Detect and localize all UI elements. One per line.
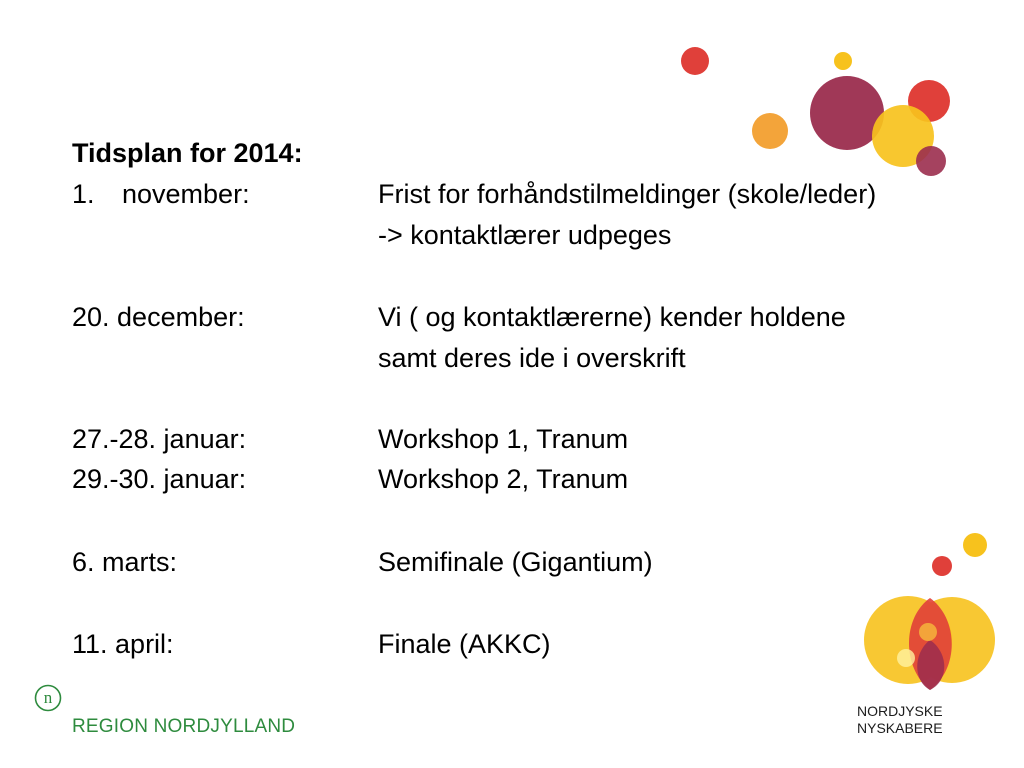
description-line: samt deres ide i overskrift [378,343,686,373]
description-line: -> kontaktlærer udpeges [378,220,672,250]
description-line: Workshop 2, Tranum [378,464,629,494]
schedule-title: Tidsplan for 2014: [72,138,303,168]
description-line: Workshop 1, Tranum [378,424,629,454]
date-label: 27.-28. januar: [72,424,247,454]
nyskabere-line-1: NORDJYSKE [857,703,943,719]
region-nordjylland-name: REGION NORDJYLLAND [72,716,296,737]
description-line: Frist for forhåndstilmeldinger (skole/leder) [378,179,877,209]
date-label: 29.-30. januar: [72,464,247,494]
list-number: 1. [72,179,95,209]
nyskabere-line-2: NYSKABERE [857,720,943,736]
date-label: 20. december: [72,302,245,332]
description-line: Semifinale (Gigantium) [378,547,653,577]
date-label: november: [122,179,250,209]
date-label: 6. marts: [72,547,178,577]
description-line: Finale (AKKC) [378,629,551,659]
description-line: Vi ( og kontaktlærerne) kender holdene [378,302,846,332]
nordjyske-nyskabere-name [857,703,943,737]
date-label: 11. april: [72,629,174,659]
region-logo-mark: n [43,688,53,707]
